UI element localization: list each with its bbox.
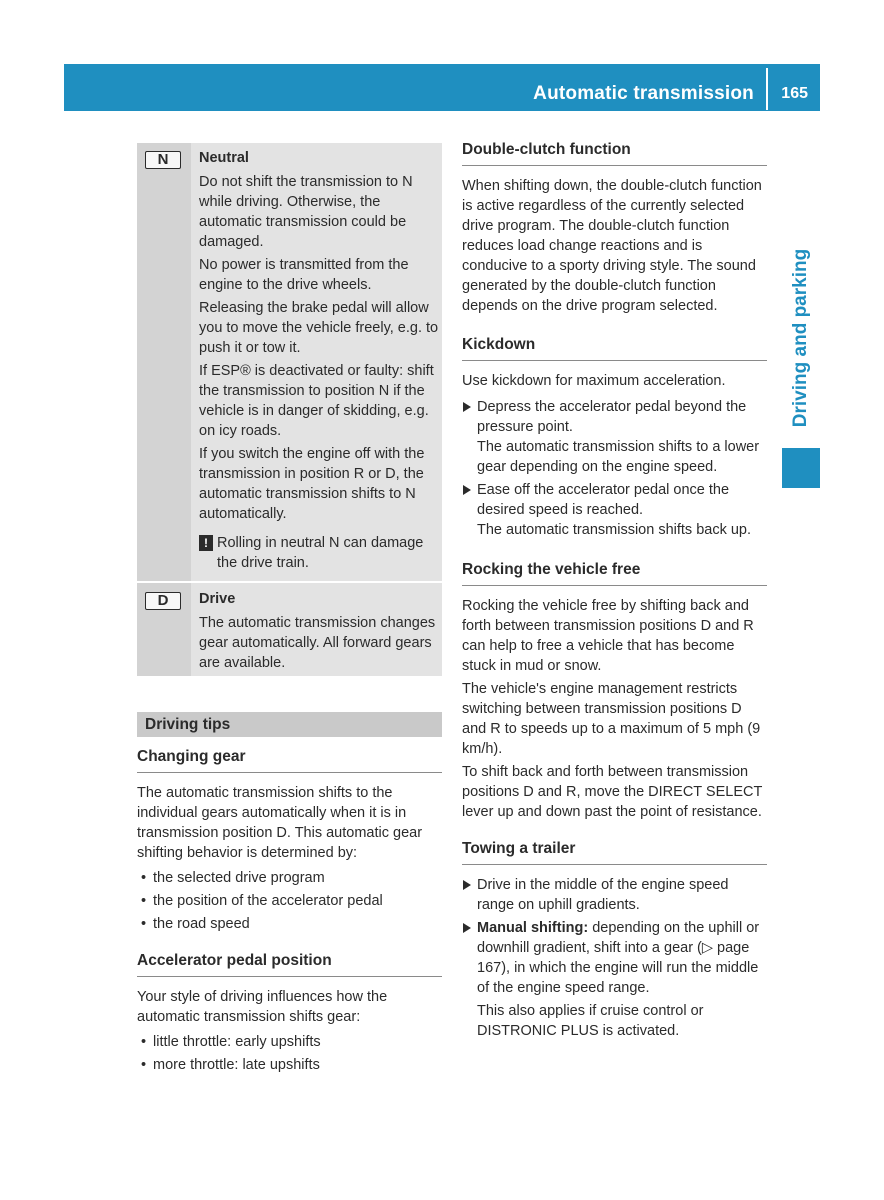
drive-title: Drive	[199, 591, 236, 607]
page-number: 165	[781, 85, 808, 102]
list-item: Drive in the middle of the engine speed range on uphill gradients.	[462, 875, 767, 915]
step-arrow-icon	[463, 402, 471, 412]
manual-shifting-label: Manual shifting:	[477, 920, 589, 936]
accelerator-intro: Your style of driving influences how the automatic transmission shifts gear:	[137, 989, 388, 1025]
list-item: Manual shifting: depending on the uphill or downhill gradient, shift into a gear (▷ page 167), in which the engine will run the middle of the engine speed range. This also applies if cruise control or DISTRONIC PLUS is activated.	[462, 918, 767, 1041]
neutral-paragraph: If you switch the engine off with the transmission in position R or D, the automatic transmission shifts to N automatically.	[199, 446, 425, 522]
gear-row-neutral	[137, 143, 442, 581]
page-header	[64, 64, 820, 111]
section-title: Automatic transmission	[533, 83, 754, 104]
towing-heading: Towing a trailer	[462, 839, 767, 865]
list-item: Ease off the accelerator pedal once the desired speed is reached. The automatic transmission shifts back up.	[462, 480, 767, 540]
rocking-paragraph: The vehicle's engine management restricts switching between transmission positions D and R to speeds up to a maximum of 5 mph (9 km/h).	[462, 681, 761, 757]
accelerator-list	[137, 1032, 442, 1075]
driving-tips-section	[137, 712, 442, 1078]
list-item: • the road speed	[141, 916, 250, 932]
neutral-title: Neutral	[199, 150, 249, 166]
warning-text: Rolling in neutral N can damage the drive train.	[217, 535, 424, 571]
neutral-paragraph: Releasing the brake pedal will allow you to move the vehicle freely, e.g. to push it or tow it.	[199, 300, 439, 356]
kickdown-steps	[462, 397, 767, 540]
rocking-heading: Rocking the vehicle free	[462, 560, 767, 586]
step-arrow-icon	[463, 880, 471, 890]
towing-steps	[462, 875, 767, 1041]
kickdown-heading: Kickdown	[462, 335, 767, 361]
changing-gear-heading: Changing gear	[137, 747, 442, 773]
gear-row-drive	[137, 583, 442, 676]
drive-description	[199, 589, 439, 676]
double-clutch-text: When shifting down, the double-clutch function is active regardless of the currently selected drive program. The double-clutch function reduces load change reactions and is conducive to a sporty driving style. The sound generated by the double-clutch function depends on the drive program selected.	[462, 178, 762, 314]
drive-paragraph: The automatic transmission changes gear automatically. All forward gears are available.	[199, 615, 436, 671]
list-item: • more throttle: late upshifts	[141, 1057, 320, 1073]
list-item: • little throttle: early upshifts	[141, 1034, 321, 1050]
changing-gear-list	[137, 868, 442, 934]
step-arrow-icon	[463, 923, 471, 933]
header-divider	[766, 68, 768, 110]
rocking-paragraph: Rocking the vehicle free by shifting back and forth between transmission positions D and R can help to free a vehicle that has become stuck in mud or snow.	[462, 598, 754, 674]
warning-note	[199, 533, 439, 573]
gear-key-d: D	[145, 592, 181, 610]
rocking-paragraph: To shift back and forth between transmission positions D and R, move the DIRECT SELECT lever up and down past the point of resistance.	[462, 764, 763, 820]
neutral-paragraph: Do not shift the transmission to N while driving. Otherwise, the automatic transmission could be damaged.	[199, 174, 413, 250]
step-arrow-icon	[463, 485, 471, 495]
warning-icon: !	[199, 535, 213, 551]
driving-tips-heading: Driving tips	[137, 712, 442, 737]
towing-note: This also applies if cruise control or DISTRONIC PLUS is activated.	[477, 1003, 704, 1039]
kickdown-intro: Use kickdown for maximum acceleration.	[462, 373, 726, 389]
neutral-paragraph: If ESP® is deactivated or faulty: shift the transmission to position N if the vehicle is in danger of skidding, e.g. on icy roads.	[199, 363, 434, 439]
changing-gear-intro: The automatic transmission shifts to the individual gears automatically when it is in transmission position D. This automatic gear shifting behavior is determined by:	[137, 785, 423, 861]
double-clutch-heading: Double-clutch function	[462, 140, 767, 166]
neutral-description	[199, 148, 439, 573]
neutral-paragraph: No power is transmitted from the engine to the drive wheels.	[199, 257, 409, 293]
right-column	[462, 140, 767, 1044]
side-tab-marker	[782, 448, 820, 488]
side-tab-label: Driving and parking	[790, 248, 811, 428]
list-item: • the position of the accelerator pedal	[141, 893, 383, 909]
accelerator-heading: Accelerator pedal position	[137, 951, 442, 977]
list-item: • the selected drive program	[141, 870, 325, 886]
gear-key-n: N	[145, 151, 181, 169]
list-item: Depress the accelerator pedal beyond the pressure point. The automatic transmission shifts to a lower gear depending on the engine speed.	[462, 397, 767, 477]
